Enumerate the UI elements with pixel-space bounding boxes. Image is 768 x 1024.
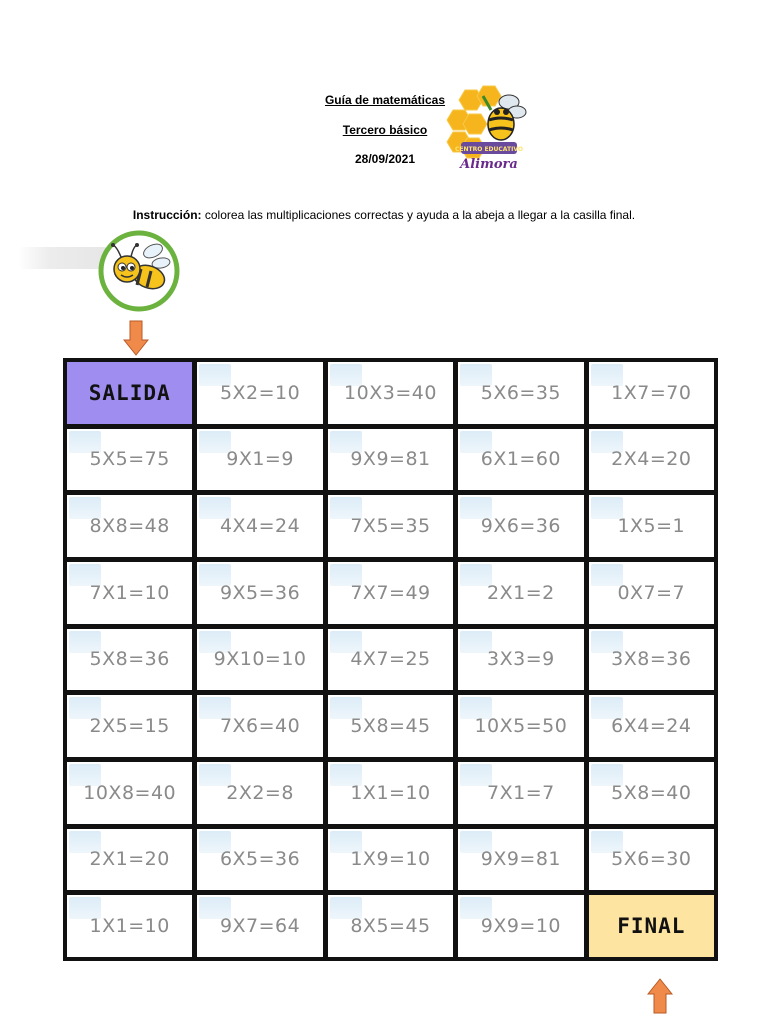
maze-cell[interactable] bbox=[589, 562, 714, 624]
grade-label: Tercero básico bbox=[342, 123, 428, 137]
maze-cell[interactable] bbox=[589, 829, 714, 891]
multiplication-text: 9X6=36 bbox=[480, 515, 562, 538]
start-label: SALIDA bbox=[88, 380, 171, 405]
maze-cell[interactable] bbox=[328, 829, 453, 891]
maze-cell[interactable] bbox=[197, 895, 322, 957]
maze-cell[interactable] bbox=[67, 895, 192, 957]
multiplication-text: 7X7=49 bbox=[350, 581, 431, 604]
maze-cell[interactable] bbox=[197, 562, 322, 624]
multiplication-text: 5X8=45 bbox=[350, 715, 431, 738]
multiplication-text: 9X9=81 bbox=[350, 448, 431, 471]
maze-cell[interactable] bbox=[458, 895, 583, 957]
multiplication-text: 9X9=81 bbox=[480, 848, 562, 871]
multiplication-text: 2X4=20 bbox=[611, 448, 692, 471]
maze-cell[interactable] bbox=[589, 629, 714, 691]
maze-cell[interactable] bbox=[328, 762, 453, 824]
multiplication-text: 10X5=50 bbox=[474, 715, 568, 738]
maze-cell[interactable] bbox=[589, 362, 714, 424]
bee-icon bbox=[97, 229, 181, 313]
instruction-line bbox=[0, 208, 768, 222]
multiplication-text: 10X8=40 bbox=[83, 781, 177, 804]
maze-cell[interactable] bbox=[67, 829, 192, 891]
multiplication-text: 6X5=36 bbox=[219, 848, 301, 871]
maze-cell[interactable] bbox=[67, 429, 192, 491]
maze-cell[interactable] bbox=[197, 362, 322, 424]
maze-cell[interactable] bbox=[197, 829, 322, 891]
maze-cell[interactable] bbox=[458, 362, 583, 424]
maze-cell[interactable] bbox=[197, 629, 322, 691]
maze-cell[interactable] bbox=[197, 695, 322, 757]
multiplication-text: 3X3=9 bbox=[487, 648, 555, 671]
multiplication-text: 0X7=7 bbox=[617, 581, 686, 604]
multiplication-text: 9X1=9 bbox=[226, 448, 294, 471]
maze-cell[interactable] bbox=[328, 629, 453, 691]
multiplication-text: 1X7=70 bbox=[611, 381, 692, 404]
multiplication-text: 2X2=8 bbox=[226, 781, 294, 804]
multiplication-text: 5X8=36 bbox=[89, 648, 170, 671]
multiplication-text: 5X6=30 bbox=[611, 848, 692, 871]
maze-cell[interactable] bbox=[67, 495, 192, 557]
multiplication-text: 4X7=25 bbox=[350, 648, 431, 671]
school-logo bbox=[443, 84, 535, 176]
logo-name: Alimora bbox=[460, 157, 518, 172]
maze-cell[interactable] bbox=[197, 429, 322, 491]
multiplication-text: 3X8=36 bbox=[611, 648, 692, 671]
maze-cell[interactable] bbox=[589, 762, 714, 824]
multiplication-text: 8X5=45 bbox=[350, 915, 431, 938]
multiplication-text: 9X10=10 bbox=[213, 648, 307, 671]
multiplication-text: 4X4=24 bbox=[219, 515, 301, 538]
multiplication-text: 6X1=60 bbox=[480, 448, 562, 471]
maze-cell[interactable] bbox=[458, 495, 583, 557]
finish-label: FINAL bbox=[617, 914, 686, 939]
maze-cell[interactable] bbox=[589, 495, 714, 557]
multiplication-text: 7X1=7 bbox=[487, 781, 555, 804]
finish-cell[interactable] bbox=[589, 895, 714, 957]
maze-cell[interactable] bbox=[589, 695, 714, 757]
maze-cell[interactable] bbox=[458, 629, 583, 691]
maze-cell[interactable] bbox=[197, 762, 322, 824]
multiplication-text: 8X8=48 bbox=[89, 515, 170, 538]
start-cell[interactable] bbox=[67, 362, 192, 424]
maze-cell[interactable] bbox=[328, 495, 453, 557]
maze-cell[interactable] bbox=[328, 895, 453, 957]
multiplication-text: 2X1=20 bbox=[89, 848, 170, 871]
multiplication-text: 1X1=10 bbox=[350, 781, 431, 804]
multiplication-maze-grid bbox=[63, 358, 718, 961]
maze-cell[interactable] bbox=[67, 695, 192, 757]
maze-cell[interactable] bbox=[197, 495, 322, 557]
maze-cell[interactable] bbox=[458, 562, 583, 624]
multiplication-text: 10X3=40 bbox=[344, 381, 437, 404]
maze-cell[interactable] bbox=[328, 429, 453, 491]
multiplication-text: 2X1=2 bbox=[487, 581, 555, 604]
multiplication-text: 2X5=15 bbox=[89, 715, 170, 738]
multiplication-text: 5X8=40 bbox=[611, 781, 692, 804]
arrow-down-icon bbox=[123, 320, 149, 356]
maze-cell[interactable] bbox=[328, 562, 453, 624]
maze-cell[interactable] bbox=[67, 762, 192, 824]
multiplication-text: 7X6=40 bbox=[219, 715, 301, 738]
maze-cell[interactable] bbox=[458, 762, 583, 824]
worksheet-title: Guía de matemáticas bbox=[324, 93, 446, 107]
maze-cell[interactable] bbox=[67, 562, 192, 624]
multiplication-text: 1X9=10 bbox=[350, 848, 431, 871]
multiplication-text: 6X4=24 bbox=[611, 715, 692, 738]
maze-cell[interactable] bbox=[328, 362, 453, 424]
instruction-label: Instrucción: bbox=[132, 208, 202, 222]
multiplication-text: 1X1=10 bbox=[89, 915, 170, 938]
multiplication-text: 5X6=35 bbox=[480, 381, 562, 404]
date-label: 28/09/2021 bbox=[354, 152, 416, 166]
arrow-up-icon bbox=[647, 978, 673, 1014]
multiplication-text: 9X5=36 bbox=[219, 581, 301, 604]
maze-cell[interactable] bbox=[328, 695, 453, 757]
multiplication-text: 7X5=35 bbox=[350, 515, 431, 538]
maze-cell[interactable] bbox=[458, 829, 583, 891]
multiplication-text: 1X5=1 bbox=[617, 515, 686, 538]
instruction-text: colorea las multiplicaciones correctas y ayuda a la abeja a llegar a la casilla final. bbox=[201, 208, 636, 222]
maze-cell[interactable] bbox=[458, 695, 583, 757]
maze-cell[interactable] bbox=[589, 429, 714, 491]
multiplication-text: 5X2=10 bbox=[219, 381, 301, 404]
multiplication-text: 9X9=10 bbox=[480, 915, 562, 938]
maze-cell[interactable] bbox=[67, 629, 192, 691]
logo-caption: CENTRO EDUCATIVO bbox=[455, 146, 523, 153]
multiplication-text: 9X7=64 bbox=[219, 915, 301, 938]
maze-cell[interactable] bbox=[458, 429, 583, 491]
multiplication-text: 5X5=75 bbox=[89, 448, 170, 471]
multiplication-text: 7X1=10 bbox=[89, 581, 170, 604]
